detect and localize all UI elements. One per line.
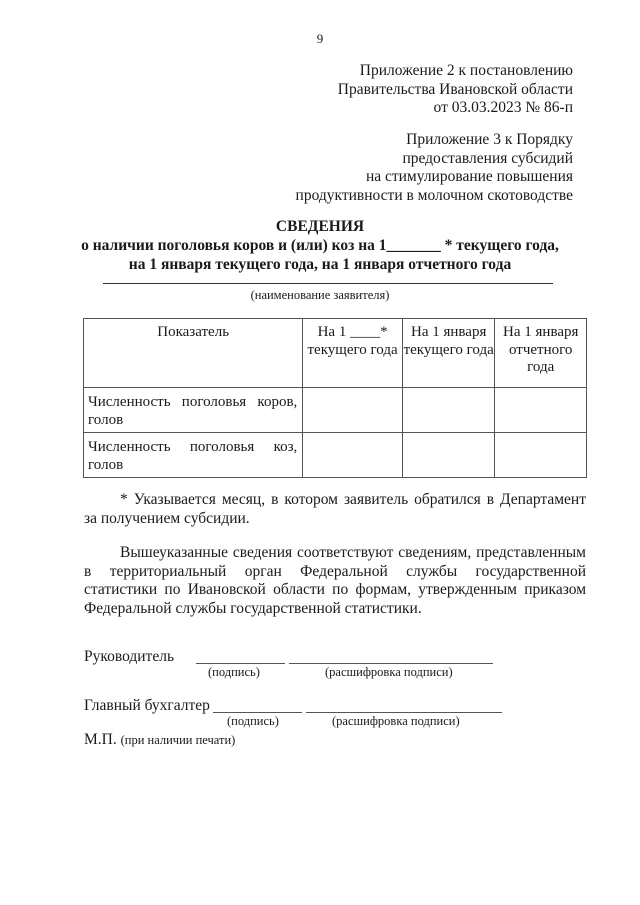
chief-accountant-decoding-caption: (расшифровка подписи) — [332, 714, 460, 728]
appendix-reference-procedure — [296, 131, 573, 205]
stamp-note: (при наличии печати) — [120, 733, 236, 747]
column-header-jan-reporting-year: На 1 января отчетного года — [495, 319, 587, 388]
chief-accountant-decoding-field[interactable] — [306, 712, 502, 713]
row-label-cows: Численность поголовья коров, голов — [84, 388, 303, 433]
appendix-reference-resolution — [338, 62, 573, 118]
livestock-table — [83, 318, 587, 478]
head-signature-field[interactable] — [196, 663, 285, 664]
cell-goats-current-month[interactable] — [303, 433, 403, 478]
applicant-name-field[interactable] — [103, 283, 553, 284]
chief-accountant-label: Главный бухгалтер — [84, 697, 210, 714]
applicant-name-caption: (наименование заявителя) — [250, 288, 390, 302]
column-header-current-month: На 1 ____* текущего года — [303, 319, 403, 388]
chief-accountant-signature-field[interactable] — [213, 712, 302, 713]
table-header-row — [84, 319, 587, 388]
head-label: Руководитель — [84, 648, 175, 665]
statement-paragraph: Вышеуказанные сведения соответствуют сведениям, представленным в территориальный орган Федеральной службы государственной статистики по Ивановской области по формам, утвержденным приказом Федеральной службы государственной статистики. — [84, 544, 586, 617]
document-subheading-line-2: на 1 января текущего года, на 1 января отчетного года — [128, 256, 512, 273]
column-header-indicator: Показатель — [84, 319, 303, 388]
chief-accountant-signature-caption: (подпись) — [227, 714, 279, 728]
head-signature-decoding-field[interactable] — [289, 663, 493, 664]
head-decoding-caption: (расшифровка подписи) — [325, 665, 453, 679]
stamp-placeholder — [84, 731, 235, 749]
cell-cows-jan-reporting-year[interactable] — [495, 388, 587, 433]
cell-cows-jan-current-year[interactable] — [402, 388, 495, 433]
cell-goats-jan-reporting-year[interactable] — [495, 433, 587, 478]
document-heading: СВЕДЕНИЯ — [275, 218, 365, 235]
appendix-line: Приложение 2 к постановлению — [359, 62, 573, 79]
head-signature-caption: (подпись) — [208, 665, 260, 679]
appendix-line: от 03.03.2023 № 86-п — [433, 99, 573, 117]
cell-cows-current-month[interactable] — [303, 388, 403, 433]
row-label-goats: Численность поголовья коз, голов — [84, 433, 303, 478]
table-row — [84, 433, 587, 478]
stamp-label: М.П. — [84, 731, 117, 748]
appendix-line: Приложение 3 к Порядку — [406, 131, 573, 148]
appendix-line: Правительства Ивановской области — [337, 80, 573, 98]
cell-goats-jan-current-year[interactable] — [402, 433, 495, 478]
footnote: * Указывается месяц, в котором заявитель обратился в Департамент за получением субсидии. — [84, 491, 586, 527]
column-header-jan-current-year: На 1 января текущего года — [402, 319, 495, 388]
document-subheading-line-1: о наличии поголовья коров и (или) коз на 1_______ * текущего года, — [81, 237, 559, 254]
page-number: 9 — [316, 31, 324, 46]
appendix-line: предоставления субсидий — [402, 149, 573, 167]
appendix-line: на стимулирование повышения — [365, 168, 573, 186]
appendix-line: продуктивности в молочном скотоводстве — [295, 186, 573, 204]
table-row — [84, 388, 587, 433]
